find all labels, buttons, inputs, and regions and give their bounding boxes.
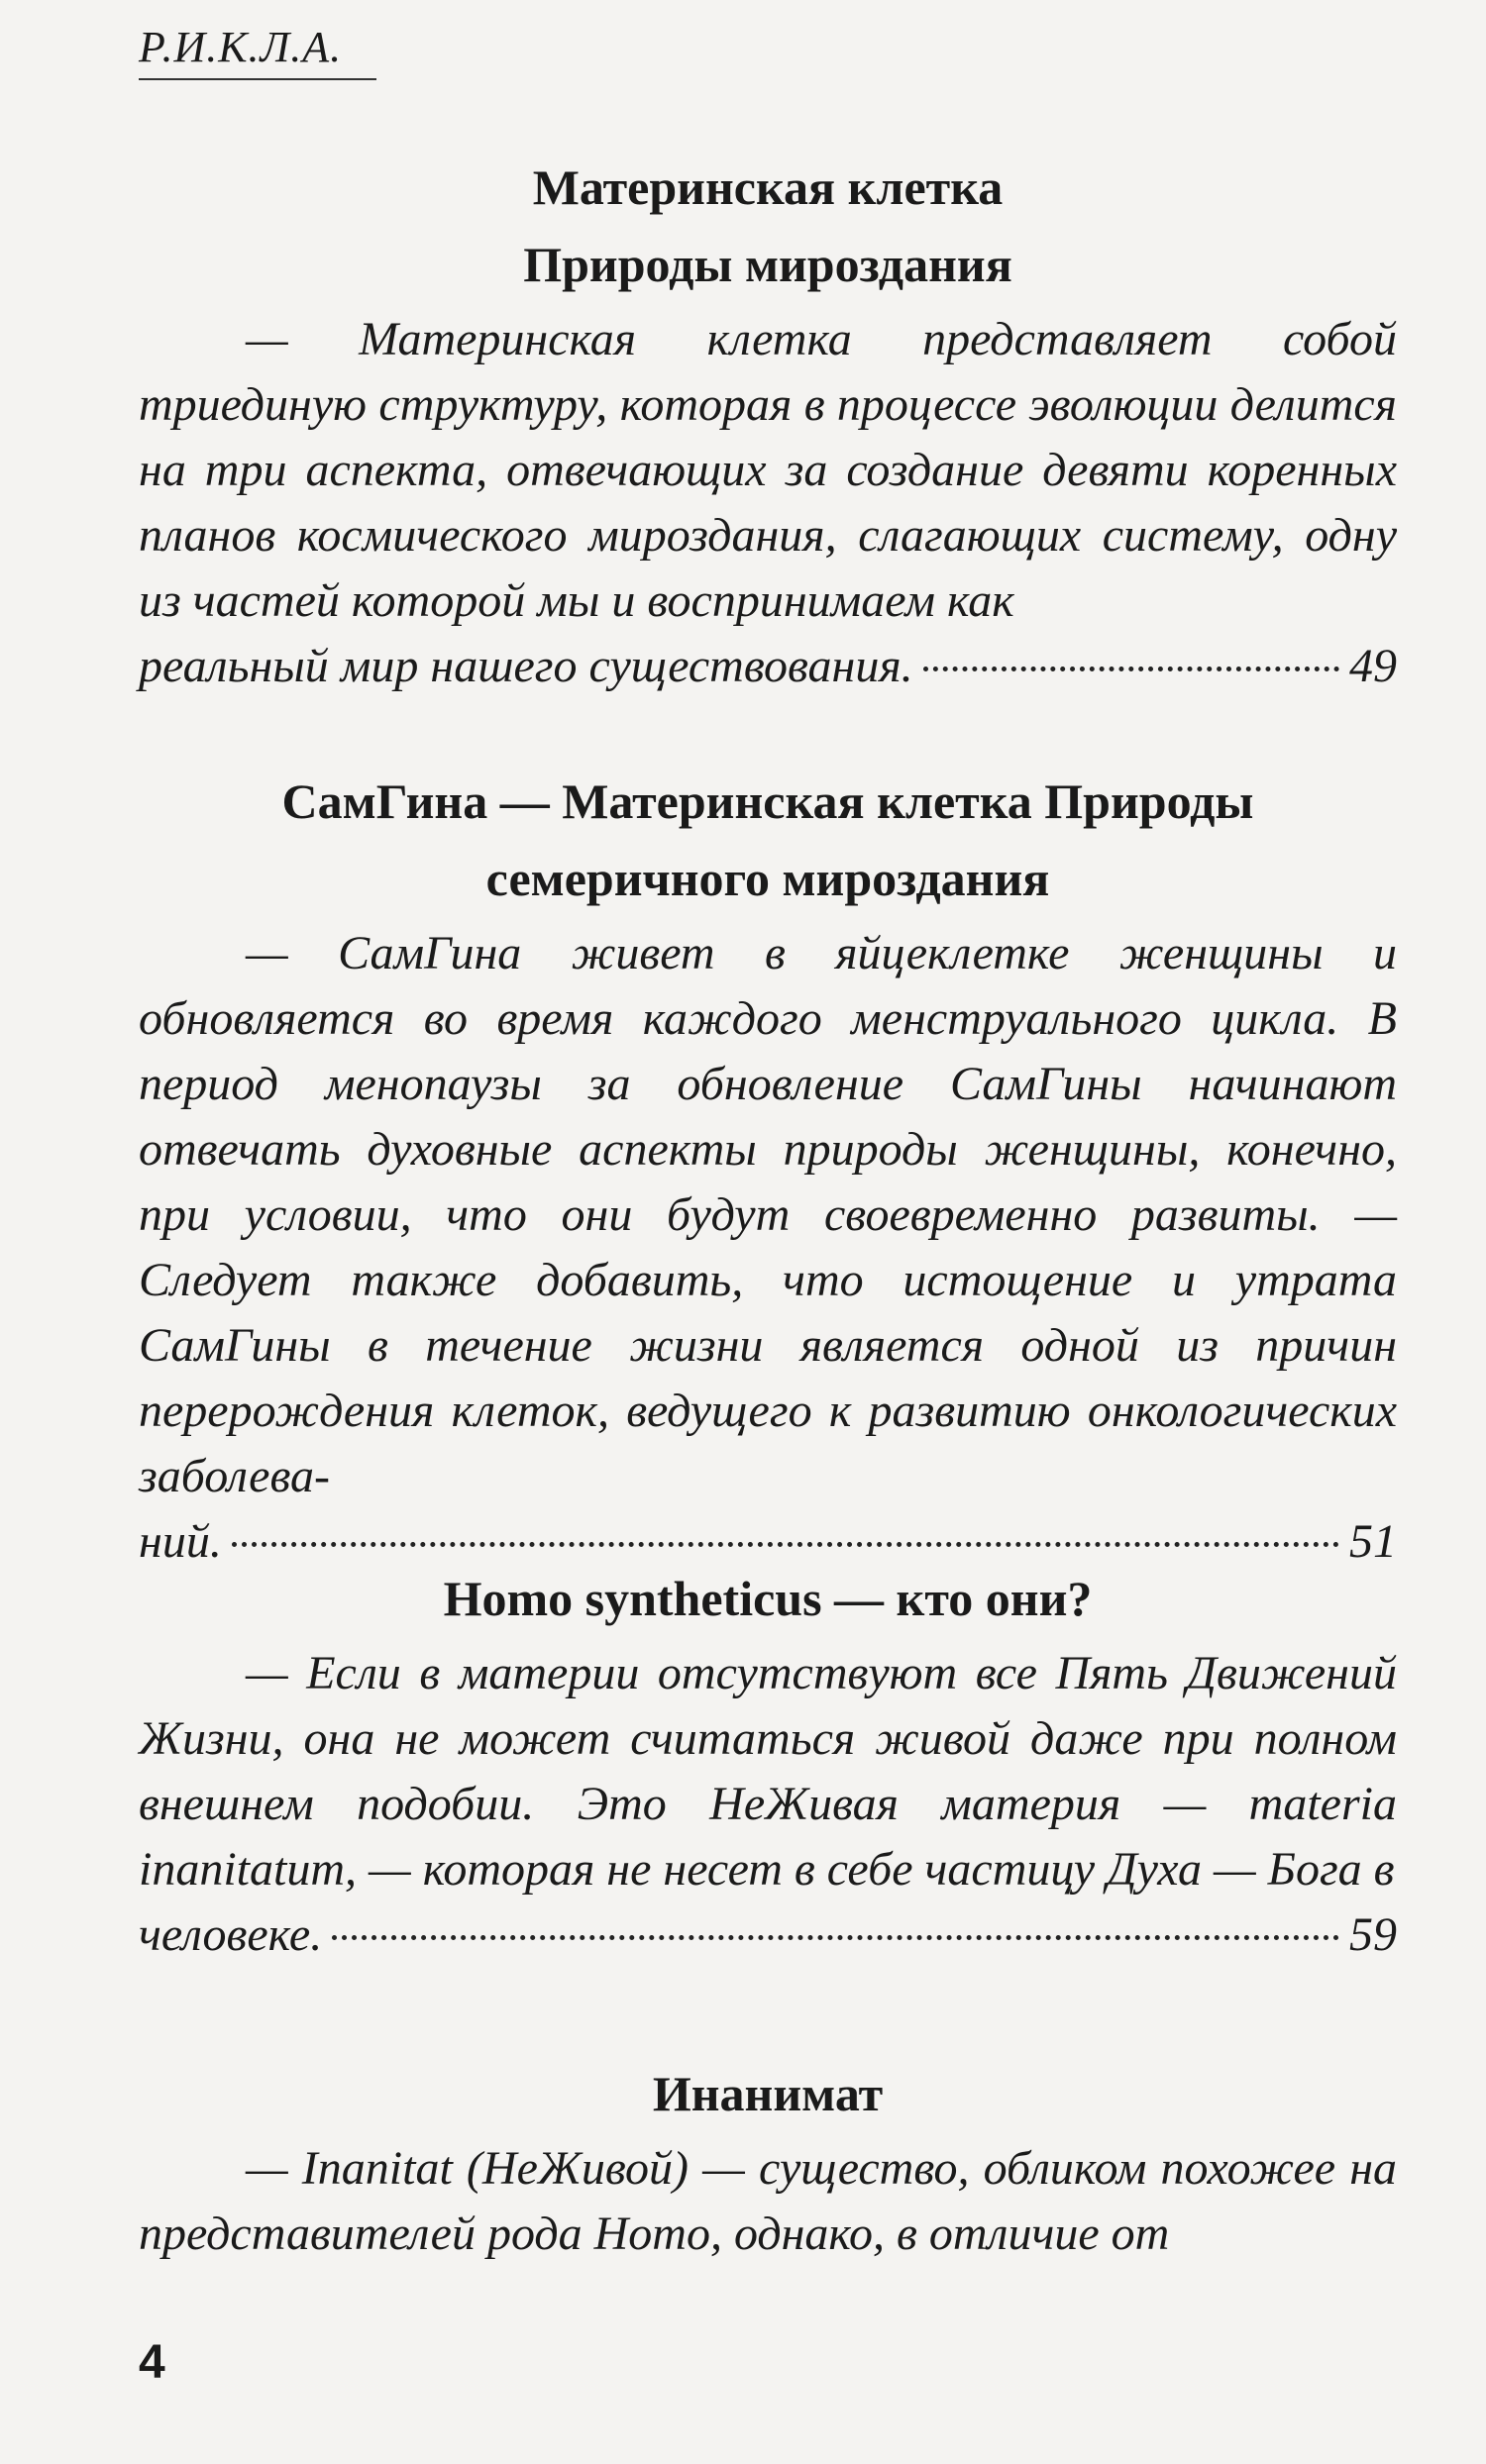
heading-line: Материнская клетка	[532, 159, 1004, 215]
page-number: 49	[1349, 640, 1397, 692]
toc-leader-line	[139, 1902, 1397, 1968]
entry-last-line: реальный мир нашего существования.	[139, 640, 913, 692]
page-folio: 4	[139, 2336, 165, 2389]
dot-leader	[232, 1542, 1339, 1547]
heading-line: Инанимат	[652, 2066, 884, 2121]
entry-heading	[139, 2055, 1397, 2132]
entry-last-line: ний.	[139, 1515, 222, 1568]
toc-entry	[139, 1560, 1397, 1968]
entry-heading	[139, 149, 1397, 303]
entry-heading	[139, 763, 1397, 917]
toc-entry	[139, 149, 1397, 699]
toc-leader-line	[139, 634, 1397, 699]
page-number: 59	[1349, 1908, 1397, 1961]
entry-text: — Inanitat (НеЖивой) — существо, обликом похожее на представителей рода Homo, однако, в отличие от	[139, 2142, 1397, 2260]
dot-leader	[332, 1935, 1339, 1940]
entry-text: — СамГина живет в яйцеклетке женщины и обновляется во время каждого менструального цикла. В период менопаузы за обновление СамГины начинают отвечать духовные аспекты природы женщины, конечно, при условии, что они будут своевременно развиты. — Следует также добавить, что истощение и утрата СамГины в течение жизни является одной из причин перерождения клеток, ведущего к развитию онкологических заболева-	[139, 927, 1397, 1502]
running-head: Р.И.К.Л.А.	[139, 22, 376, 80]
entry-text: — Материнская клетка представляет собой триединую структуру, которая в процессе эволюции делится на три аспекта, отвечающих за создание девяти коренных планов космического мироздания, слагающих систему, одну из частей которой мы и воспринимаем как	[139, 313, 1397, 627]
heading-line: Природы мироздания	[523, 237, 1012, 292]
dot-leader	[923, 667, 1339, 671]
entry-heading	[139, 1560, 1397, 1637]
toc-entry	[139, 763, 1397, 1575]
page-number: 51	[1349, 1515, 1397, 1568]
heading-line: семеричного мироздания	[485, 851, 1050, 906]
entry-last-line: человеке.	[139, 1908, 323, 1961]
toc-entry	[139, 2055, 1397, 2267]
heading-line: Homo syntheticus — кто они?	[443, 1571, 1093, 1626]
entry-text: — Если в материи отсутствуют все Пять Движений Жизни, она не может считаться живой даже при полном внешнем подобии. Это НеЖивая материя — materia inanitatum, — которая не несет в себе частицу Духа — Бога в	[139, 1647, 1397, 1896]
heading-line: СамГина — Материнская клетка Природы	[281, 773, 1254, 829]
